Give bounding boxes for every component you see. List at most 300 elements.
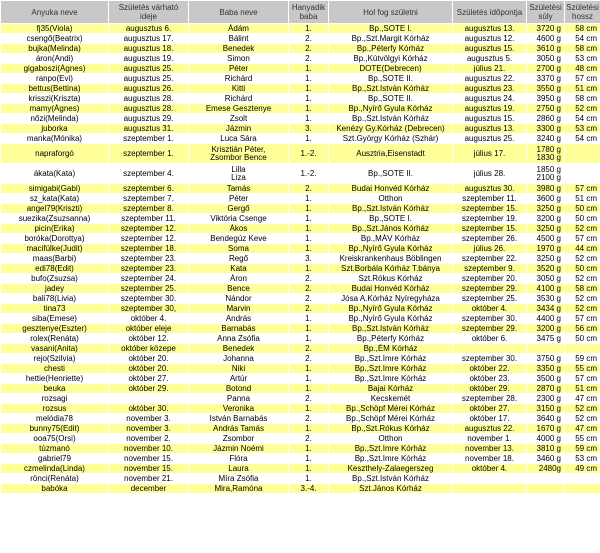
cell-hanyadik: [289, 464, 329, 474]
cell-baba-text: András: [225, 313, 252, 323]
cell-hol: [329, 464, 453, 474]
cell-suly-text: 3370 g: [536, 73, 561, 83]
cell-suly: [527, 224, 565, 234]
cell-idopont: [453, 204, 527, 214]
cell-baba: [189, 294, 289, 304]
cell-suly-text: 3460 g: [536, 453, 561, 463]
cell-suly-text: 3950 g: [536, 93, 561, 103]
cell-idopont-text: augusztus 23.: [464, 83, 515, 93]
cell-varhato: [109, 304, 189, 314]
cell-baba-text: Tamás: [226, 183, 251, 193]
cell-baba-text: Anna Zsófia: [217, 333, 260, 343]
cell-varhato: [109, 114, 189, 124]
cell-anyuka-text: siba(Emese): [32, 313, 77, 323]
cell-anyuka-text: ákata(Kata): [33, 168, 76, 178]
cell-baba: [189, 134, 289, 144]
table-row: [1, 424, 600, 434]
cell-hossz: [565, 64, 600, 74]
cell-idopont: [453, 284, 527, 294]
cell-hanyadik-text: 1.: [305, 63, 312, 73]
cell-hol: [329, 134, 453, 144]
cell-hanyadik: [289, 74, 329, 84]
cell-anyuka: [1, 404, 109, 414]
cell-hol: [329, 224, 453, 234]
cell-varhato: [109, 214, 189, 224]
cell-varhato-text: augusztus 25.: [123, 63, 174, 73]
cell-varhato-text: augusztus 6.: [125, 23, 172, 33]
cell-varhato-text: szeptember 30.: [120, 293, 177, 303]
cell-baba: [189, 464, 289, 474]
cell-hanyadik-text: 1.: [305, 313, 312, 323]
cell-anyuka-text: tina73: [43, 303, 66, 313]
cell-idopont-text: október 23.: [469, 373, 510, 383]
cell-anyuka: [1, 474, 109, 484]
cell-idopont: [453, 324, 527, 334]
cell-idopont-text: szeptember 29.: [461, 323, 518, 333]
table-row: [1, 224, 600, 234]
cell-baba-text: Simon: [227, 53, 250, 63]
cell-baba: [189, 404, 289, 414]
header-hossz: Születési hossz: [565, 1, 600, 24]
cell-hossz-text: 51 cm: [575, 193, 597, 203]
cell-suly: [527, 454, 565, 464]
cell-hanyadik-text: 1.: [305, 133, 312, 143]
cell-hossz-text: 44 cm: [575, 243, 597, 253]
cell-anyuka: [1, 34, 109, 44]
cell-varhato-text: október eleje: [125, 323, 172, 333]
cell-varhato: [109, 164, 189, 184]
cell-suly-text: 3250 g: [536, 223, 561, 233]
cell-hossz-text: 57 cm: [575, 313, 597, 323]
cell-hol-text: Bp.,Szt.Imre Kórház: [354, 353, 427, 363]
cell-idopont: [453, 214, 527, 224]
table-row: [1, 24, 600, 34]
cell-anyuka-text: chesti: [44, 363, 65, 373]
cell-idopont-text: szeptember 29.: [461, 283, 518, 293]
cell-hanyadik-text: 2.: [305, 273, 312, 283]
table-row: [1, 134, 600, 144]
cell-anyuka-text: czmelinda(Linda): [24, 463, 85, 473]
cell-anyuka-text: gigaboszi(Ágnes): [23, 63, 86, 73]
cell-hol-text: Bp.,Péterfy Kórház: [356, 333, 425, 343]
cell-anyuka: [1, 184, 109, 194]
cell-hol-text: Szt.Borbála Kórház T.bánya: [340, 263, 441, 273]
cell-hol-text: Bp.,Nyírő Gyula Kórház: [348, 243, 433, 253]
cell-idopont-text: július 17.: [473, 148, 506, 158]
cell-baba-text: Emese Gesztenye: [205, 103, 272, 113]
cell-idopont-text: szeptember 30.: [461, 313, 518, 323]
cell-hossz-text: 57 cm: [575, 73, 597, 83]
cell-idopont: [453, 344, 527, 354]
cell-suly: [527, 284, 565, 294]
cell-varhato: [109, 374, 189, 384]
cell-anyuka-text: angel79(Kriszti): [26, 203, 83, 213]
cell-hanyadik: [289, 454, 329, 464]
cell-hol-text: Bp.,Nyírő Gyula Kórház: [348, 303, 433, 313]
cell-varhato: [109, 204, 189, 214]
table-row: [1, 344, 600, 354]
cell-hossz-text: 51 cm: [575, 383, 597, 393]
cell-baba: [189, 244, 289, 254]
table-row: [1, 444, 600, 454]
cell-idopont: [453, 374, 527, 384]
cell-baba: [189, 354, 289, 364]
cell-idopont-text: augusztus 15.: [464, 113, 515, 123]
cell-anyuka: [1, 384, 109, 394]
cell-hol: [329, 104, 453, 114]
cell-baba-text: Viktória Csenge: [210, 213, 267, 223]
cell-hol-text: Szt.János Kórház: [359, 483, 422, 493]
table-row: [1, 124, 600, 134]
cell-anyuka: [1, 164, 109, 184]
cell-idopont-text: október 27.: [469, 403, 510, 413]
cell-hanyadik: [289, 304, 329, 314]
cell-varhato-text: szeptember 23.: [120, 263, 177, 273]
cell-idopont-text: augusztus 22.: [464, 423, 515, 433]
cell-suly-text: 2700 g: [536, 63, 561, 73]
cell-suly: [527, 64, 565, 74]
cell-varhato-text: október 27.: [128, 373, 169, 383]
cell-anyuka: [1, 434, 109, 444]
cell-baba-text: Artúr: [229, 373, 248, 383]
cell-anyuka-text: rozsagi: [41, 393, 68, 403]
cell-hanyadik: [289, 204, 329, 214]
table-row: [1, 434, 600, 444]
cell-idopont: [453, 124, 527, 134]
cell-hanyadik-text: 2.: [305, 303, 312, 313]
cell-suly: [527, 104, 565, 114]
cell-hossz: [565, 94, 600, 104]
cell-suly-text: 3434 g: [536, 303, 561, 313]
cell-anyuka: [1, 334, 109, 344]
cell-baba: [189, 474, 289, 484]
cell-anyuka-text: macifülke(Judit): [26, 243, 83, 253]
cell-varhato: [109, 364, 189, 374]
cell-hanyadik-text: 1.: [305, 263, 312, 273]
cell-baba-text: Johanna: [223, 353, 254, 363]
table-row: [1, 474, 600, 484]
cell-baba: [189, 254, 289, 264]
cell-hol-text: Bp.,Szt.János Kórház: [352, 223, 429, 233]
cell-hossz: [565, 424, 600, 434]
cell-hol-text: Bp.,Schöpf Mérei Kórház: [346, 413, 435, 423]
cell-anyuka: [1, 324, 109, 334]
cell-idopont: [453, 354, 527, 364]
cell-hossz: [565, 204, 600, 214]
cell-hol: [329, 64, 453, 74]
header-hanyadik: Hanyadik baba: [289, 1, 329, 24]
cell-varhato: [109, 34, 189, 44]
cell-hol: [329, 434, 453, 444]
cell-suly: [527, 84, 565, 94]
cell-anyuka-text: fj35(Viola): [36, 23, 73, 33]
table-row: [1, 94, 600, 104]
cell-suly: [527, 354, 565, 364]
cell-suly: [527, 444, 565, 454]
cell-hanyadik: [289, 214, 329, 224]
cell-anyuka-text: melódia78: [36, 413, 73, 423]
cell-varhato: [109, 244, 189, 254]
cell-hanyadik: [289, 344, 329, 354]
cell-suly: [527, 464, 565, 474]
cell-hanyadik-text: 1.: [305, 113, 312, 123]
cell-baba: [189, 324, 289, 334]
cell-hossz: [565, 194, 600, 204]
cell-hossz-text: 47 cm: [575, 423, 597, 433]
cell-hossz: [565, 114, 600, 124]
cell-baba: [189, 384, 289, 394]
cell-suly: [527, 434, 565, 444]
cell-anyuka-text: vasani(Anita): [31, 343, 78, 353]
cell-idopont: [453, 44, 527, 54]
cell-varhato-text: szeptember 6.: [123, 183, 174, 193]
cell-baba: [189, 164, 289, 184]
cell-baba-text: Flóra: [229, 453, 248, 463]
cell-anyuka: [1, 234, 109, 244]
cell-baba: [189, 204, 289, 214]
cell-hossz: [565, 354, 600, 364]
table-row: [1, 454, 600, 464]
cell-suly: [527, 484, 565, 494]
cell-hol: [329, 424, 453, 434]
cell-hol: [329, 364, 453, 374]
cell-idopont: [453, 414, 527, 424]
cell-idopont-text: szeptember 22.: [461, 253, 518, 263]
cell-varhato: [109, 384, 189, 394]
cell-hossz: [565, 304, 600, 314]
cell-hanyadik-text: 1.: [305, 193, 312, 203]
cell-hol: [329, 454, 453, 464]
cell-anyuka: [1, 24, 109, 34]
cell-hol-text: Bp.,Szt.Imre Kórház: [354, 453, 427, 463]
cell-hossz-text: 54 cm: [575, 133, 597, 143]
cell-hossz-text: 50 cm: [575, 213, 597, 223]
cell-hossz: [565, 214, 600, 224]
cell-idopont: [453, 164, 527, 184]
cell-anyuka-text: jadey: [44, 283, 65, 293]
cell-baba: [189, 124, 289, 134]
cell-hanyadik-text: 2.: [305, 43, 312, 53]
cell-baba-text: Benedek: [222, 343, 255, 353]
cell-idopont-text: október 17.: [469, 413, 510, 423]
cell-varhato-text: október 30.: [128, 403, 169, 413]
header-hol: Hol fog születni: [329, 1, 453, 24]
cell-hossz: [565, 54, 600, 64]
cell-hanyadik: [289, 244, 329, 254]
cell-hossz: [565, 164, 600, 184]
cell-hossz: [565, 414, 600, 424]
cell-baba-text: Kitti: [231, 83, 246, 93]
cell-hossz-text: 55 cm: [575, 363, 597, 373]
cell-hanyadik: [289, 384, 329, 394]
cell-suly: [527, 294, 565, 304]
cell-anyuka-text: bunny75(Edit): [29, 423, 80, 433]
cell-hol-text: Bp.,Szt.Rókus Kórház: [351, 423, 430, 433]
cell-hol-text: Ausztria,Eisenstadt: [356, 148, 425, 158]
cell-baba: [189, 414, 289, 424]
cell-baba-text: Laura: [228, 463, 249, 473]
cell-idopont: [453, 454, 527, 464]
cell-baba-text: Bálint: [228, 33, 249, 43]
cell-hossz-text: 57 cm: [575, 233, 597, 243]
cell-hol: [329, 204, 453, 214]
cell-suly: [527, 114, 565, 124]
cell-hossz-text: 50 cm: [575, 263, 597, 273]
cell-idopont: [453, 304, 527, 314]
cell-varhato: [109, 54, 189, 64]
cell-anyuka-text: babóka: [41, 483, 68, 493]
cell-varhato: [109, 134, 189, 144]
cell-suly-text: 3250 g: [536, 253, 561, 263]
cell-anyuka-text: mamy(Ágnes): [29, 103, 80, 113]
cell-hanyadik: [289, 274, 329, 284]
cell-baba: [189, 184, 289, 194]
cell-hossz: [565, 24, 600, 34]
cell-idopont: [453, 254, 527, 264]
cell-hossz: [565, 384, 600, 394]
cell-anyuka: [1, 374, 109, 384]
table-row: [1, 204, 600, 214]
cell-hol: [329, 144, 453, 164]
cell-anyuka-text: bettus(Bettina): [28, 83, 81, 93]
table-row: [1, 54, 600, 64]
cell-baba-text: Barnabás: [221, 323, 256, 333]
cell-hol-text: Szt.Rókus Kórház: [358, 273, 423, 283]
cell-varhato-text: szeptember 24.: [120, 273, 177, 283]
cell-suly: [527, 374, 565, 384]
cell-idopont: [453, 24, 527, 34]
cell-anyuka-text: rönci(Renáta): [30, 473, 79, 483]
cell-idopont-text: július 21.: [473, 63, 506, 73]
cell-hossz: [565, 104, 600, 114]
cell-anyuka-text: sz_kata(Kata): [29, 193, 80, 203]
cell-suly: [527, 364, 565, 374]
cell-suly-text: 3720 g: [536, 23, 561, 33]
cell-anyuka: [1, 134, 109, 144]
cell-baba: [189, 454, 289, 464]
cell-idopont-text: október 6.: [471, 333, 508, 343]
cell-baba: [189, 274, 289, 284]
cell-baba: [189, 144, 289, 164]
cell-varhato: [109, 274, 189, 284]
table-row: [1, 484, 600, 494]
cell-anyuka-text: manka(Mónika): [26, 133, 83, 143]
cell-varhato: [109, 144, 189, 164]
cell-varhato-text: szeptember 25.: [120, 283, 177, 293]
cell-baba: [189, 94, 289, 104]
cell-idopont: [453, 314, 527, 324]
cell-suly: [527, 394, 565, 404]
cell-suly-text: 3240 g: [536, 133, 561, 143]
cell-idopont-text: november 13.: [465, 443, 514, 453]
cell-varhato-text: november 15.: [124, 463, 173, 473]
cell-hanyadik: [289, 444, 329, 454]
cell-anyuka-text: csengő(Beatrix): [26, 33, 83, 43]
cell-baba: [189, 314, 289, 324]
cell-idopont-text: szeptember 15.: [461, 203, 518, 213]
cell-hanyadik-text: 2.: [305, 183, 312, 193]
cell-hanyadik-text: 1.: [305, 243, 312, 253]
cell-idopont-text: október 4.: [471, 463, 508, 473]
cell-idopont: [453, 234, 527, 244]
cell-suly: [527, 384, 565, 394]
cell-baba: [189, 304, 289, 314]
cell-hanyadik-text: 1.: [305, 83, 312, 93]
cell-varhato-text: november 3.: [126, 413, 171, 423]
cell-suly-text: 4400 g: [536, 313, 561, 323]
cell-hol-text: Szt.György Kórház (Szhár): [342, 133, 439, 143]
cell-varhato: [109, 234, 189, 244]
table-row: [1, 314, 600, 324]
cell-hanyadik: [289, 374, 329, 384]
cell-varhato-text: szeptember 18.: [120, 243, 177, 253]
cell-varhato: [109, 124, 189, 134]
cell-hossz: [565, 464, 600, 474]
cell-hossz-text: 52 cm: [575, 413, 597, 423]
cell-hossz-text: 51 cm: [575, 83, 597, 93]
cell-varhato: [109, 294, 189, 304]
cell-varhato: [109, 394, 189, 404]
cell-hossz: [565, 324, 600, 334]
cell-varhato: [109, 454, 189, 464]
cell-baba-text: Péter: [228, 193, 249, 203]
cell-anyuka-text: bufo(Zsuzsa): [31, 273, 78, 283]
cell-suly-text: 2480g: [538, 463, 561, 473]
cell-varhato: [109, 314, 189, 324]
cell-hol-text: Bp.,Szt.István Kórház: [352, 83, 429, 93]
cell-anyuka-text: bali78(Livia): [32, 293, 77, 303]
cell-hol: [329, 184, 453, 194]
cell-baba-text: Jázmin Noémi: [213, 443, 264, 453]
cell-hossz: [565, 274, 600, 284]
cell-hol-text: Bp.,Nyírő Gyula Kórház: [348, 313, 433, 323]
cell-hol-text: Bp.,Szt.István Kórház: [352, 113, 429, 123]
cell-hanyadik-text: 1.: [305, 383, 312, 393]
cell-idopont: [453, 404, 527, 414]
cell-suly: [527, 254, 565, 264]
cell-suly: [527, 184, 565, 194]
cell-hanyadik: [289, 484, 329, 494]
cell-anyuka-text: beuka: [43, 383, 66, 393]
table-row: [1, 104, 600, 114]
cell-suly: [527, 194, 565, 204]
cell-idopont-text: augusztus 25.: [464, 133, 515, 143]
cell-idopont: [453, 114, 527, 124]
table-row: [1, 254, 600, 264]
cell-varhato: [109, 334, 189, 344]
cell-hossz: [565, 314, 600, 324]
cell-suly: [527, 244, 565, 254]
table-row: [1, 364, 600, 374]
table-row: [1, 384, 600, 394]
cell-idopont-text: augusztus 24.: [464, 93, 515, 103]
table-row: [1, 234, 600, 244]
cell-baba: [189, 224, 289, 234]
cell-hanyadik-text: 1.: [305, 203, 312, 213]
cell-hol: [329, 444, 453, 454]
cell-suly-text: 2870 g: [536, 383, 561, 393]
cell-idopont: [453, 484, 527, 494]
cell-hossz: [565, 134, 600, 144]
cell-idopont: [453, 294, 527, 304]
cell-idopont-text: július 26.: [473, 243, 506, 253]
cell-hossz-text: 54 cm: [575, 33, 597, 43]
cell-hol: [329, 274, 453, 284]
table-row: [1, 264, 600, 274]
cell-varhato-text: november 3.: [126, 423, 171, 433]
cell-hol-text: Bp.,Péterfy Kórház: [356, 43, 425, 53]
cell-hossz: [565, 84, 600, 94]
